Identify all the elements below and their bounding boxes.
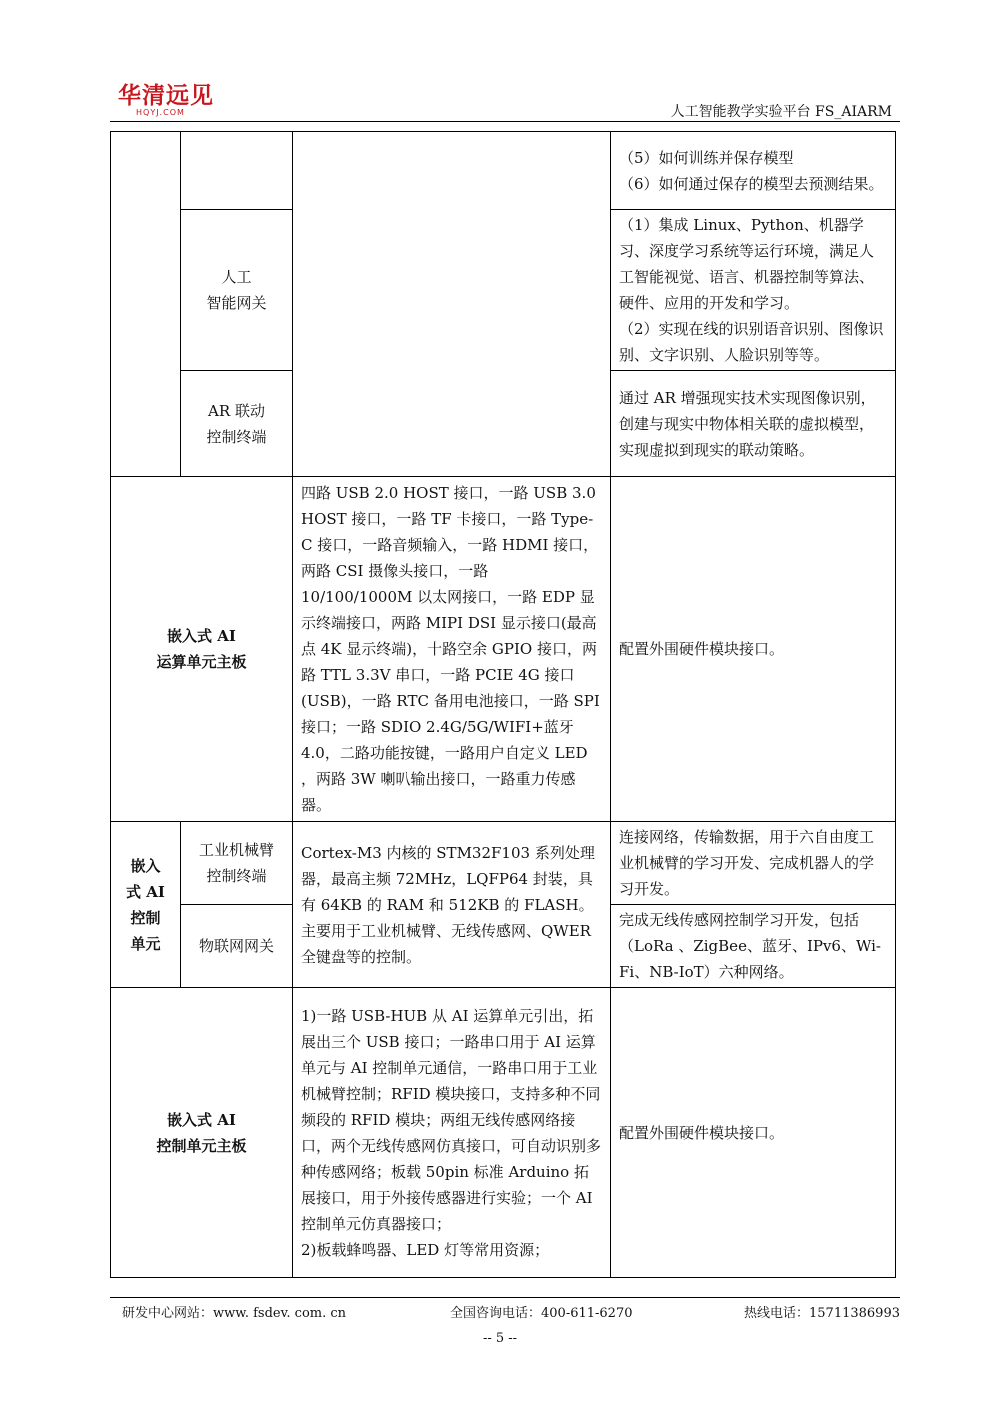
name-line: 智能网关 xyxy=(206,294,267,312)
name-line: 控制终端 xyxy=(206,427,267,446)
logo-text: 华清远见 xyxy=(118,83,214,109)
table-row xyxy=(111,822,896,905)
table-row xyxy=(111,132,896,210)
name-line: AR 联动 xyxy=(208,401,265,420)
spec-cell xyxy=(293,988,611,1278)
company-logo xyxy=(118,84,214,117)
name-cell xyxy=(111,477,293,822)
desc-cell: 通过 AR 增强现实技术实现图像识别，创建与现实中物体相关联的虚拟模型，实现虚拟到现实的联动策略。 xyxy=(611,371,896,477)
footer-hotline: 热线电话：15711386993 xyxy=(744,1306,900,1321)
desc-cell xyxy=(611,132,896,210)
spec-line: 2)板载蜂鸣器、LED 灯等常用资源； xyxy=(301,1240,550,1259)
group-line: 单元 xyxy=(130,934,161,953)
table-row xyxy=(111,477,896,822)
group-line: 式 AI xyxy=(126,882,165,901)
desc-cell: 连接网络，传输数据，用于六自由度工业机械臂的学习开发、完成机器人的学习开发。 xyxy=(611,822,896,905)
group-line: 控制 xyxy=(130,908,161,927)
name-cell xyxy=(181,210,293,371)
desc-line: （2）实现在线的识别语音识别、图像识别、文字识别、人脸识别等等。 xyxy=(619,320,884,364)
name-line: 工业机械臂 xyxy=(198,841,274,859)
footer-phone: 全国咨询电话：400-611-6270 xyxy=(450,1306,633,1321)
name-cell-empty xyxy=(181,132,293,210)
desc-cell: 配置外围硬件模块接口。 xyxy=(611,477,896,822)
group-cell xyxy=(111,822,181,988)
desc-cell xyxy=(611,210,896,371)
name-cell xyxy=(181,371,293,477)
spec-cell: 四路 USB 2.0 HOST 接口，一路 USB 3.0 HOST 接口，一路 TF 卡接口，一路 Type-C 接口，一路音频输入，一路 HDMI 接口，两路 CSI 摄像头接口，一路 10/100/1000M 以太网接口，一路 EDP 显示终端接口，两路 MIPI DSI 显示接口(最高点 4K 显示终端)，十路空余 GPIO 接口，两路 TTL 3.3V 串口，一路 PCIE 4G 接口(USB)，一路 RTC 备用电池接口，一路 SPI 接口；一路 SDIO 2.4G/5G/WIFI+蓝牙 4.0，二路功能按键，一路用户自定义 LED ，两路 3W 喇叭输出接口，一路重力传感器。 xyxy=(293,477,611,822)
header-title: 人工智能教学实验平台 FS_AIARM xyxy=(670,104,892,120)
table-row xyxy=(111,988,896,1278)
desc-line: （1）集成 Linux、Python、机器学习、深度学习系统等运行环境，满足人工智能视觉、语言、机器控制等算法、硬件、应用的开发和学习。 xyxy=(619,216,875,312)
footer-website: 研发中心网站：www. fsdev. com. cn xyxy=(122,1306,347,1321)
desc-line: （5）如何训练并保存模型 xyxy=(619,148,794,167)
name-line: 控制终端 xyxy=(206,867,267,885)
name-line: 控制单元主板 xyxy=(156,1136,247,1155)
group-line: 嵌入 xyxy=(130,856,161,875)
name-line: 嵌入式 AI xyxy=(167,627,236,645)
desc-line: （6）如何通过保存的模型去预测结果。 xyxy=(619,174,884,193)
name-cell: 物联网网关 xyxy=(181,905,293,988)
spec-line: 1)一路 USB-HUB 从 AI 运算单元引出，拓展出三个 USB 接口；一路串口用于 AI 运算单元与 AI 控制单元通信，一路串口用于工业机械臂控制；RFID 模块接口，支持多种不同频段的 RFID 模块；两组无线传感网络接口，两个无线传感网仿真接口，可自动识别多种传感网络；板载 50pin 标准 Arduino 拓展接口，用于外接传感器进行实验；一个 AI 控制单元仿真器接口； xyxy=(301,1006,602,1233)
name-cell xyxy=(181,822,293,905)
name-line: 嵌入式 AI xyxy=(167,1110,236,1129)
group-cell-empty xyxy=(111,132,181,477)
name-cell xyxy=(111,988,293,1278)
logo-subtext: HQYJ.COM xyxy=(136,108,185,117)
spec-cell-empty xyxy=(293,132,611,477)
header-rule xyxy=(110,121,900,122)
footer-rule xyxy=(110,1297,900,1298)
name-line: 人工 xyxy=(221,268,252,286)
spec-cell: Cortex-M3 内核的 STM32F103 系列处理器，最高主频 72MHz，LQFP64 封装，具有 64KB 的 RAM 和 512KB 的 FLASH。主要用于工业机械臂、无线传感网、QWER 全键盘等的控制。 xyxy=(293,822,611,988)
desc-cell: 配置外围硬件模块接口。 xyxy=(611,988,896,1278)
desc-cell: 完成无线传感网控制学习开发，包括（LoRa 、ZigBee、蓝牙、IPv6、Wi-Fi、NB-IoT）六种网络。 xyxy=(611,905,896,988)
page-number: -- 5 -- xyxy=(482,1331,518,1346)
name-line: 运算单元主板 xyxy=(156,653,247,671)
spec-table xyxy=(110,131,896,1278)
